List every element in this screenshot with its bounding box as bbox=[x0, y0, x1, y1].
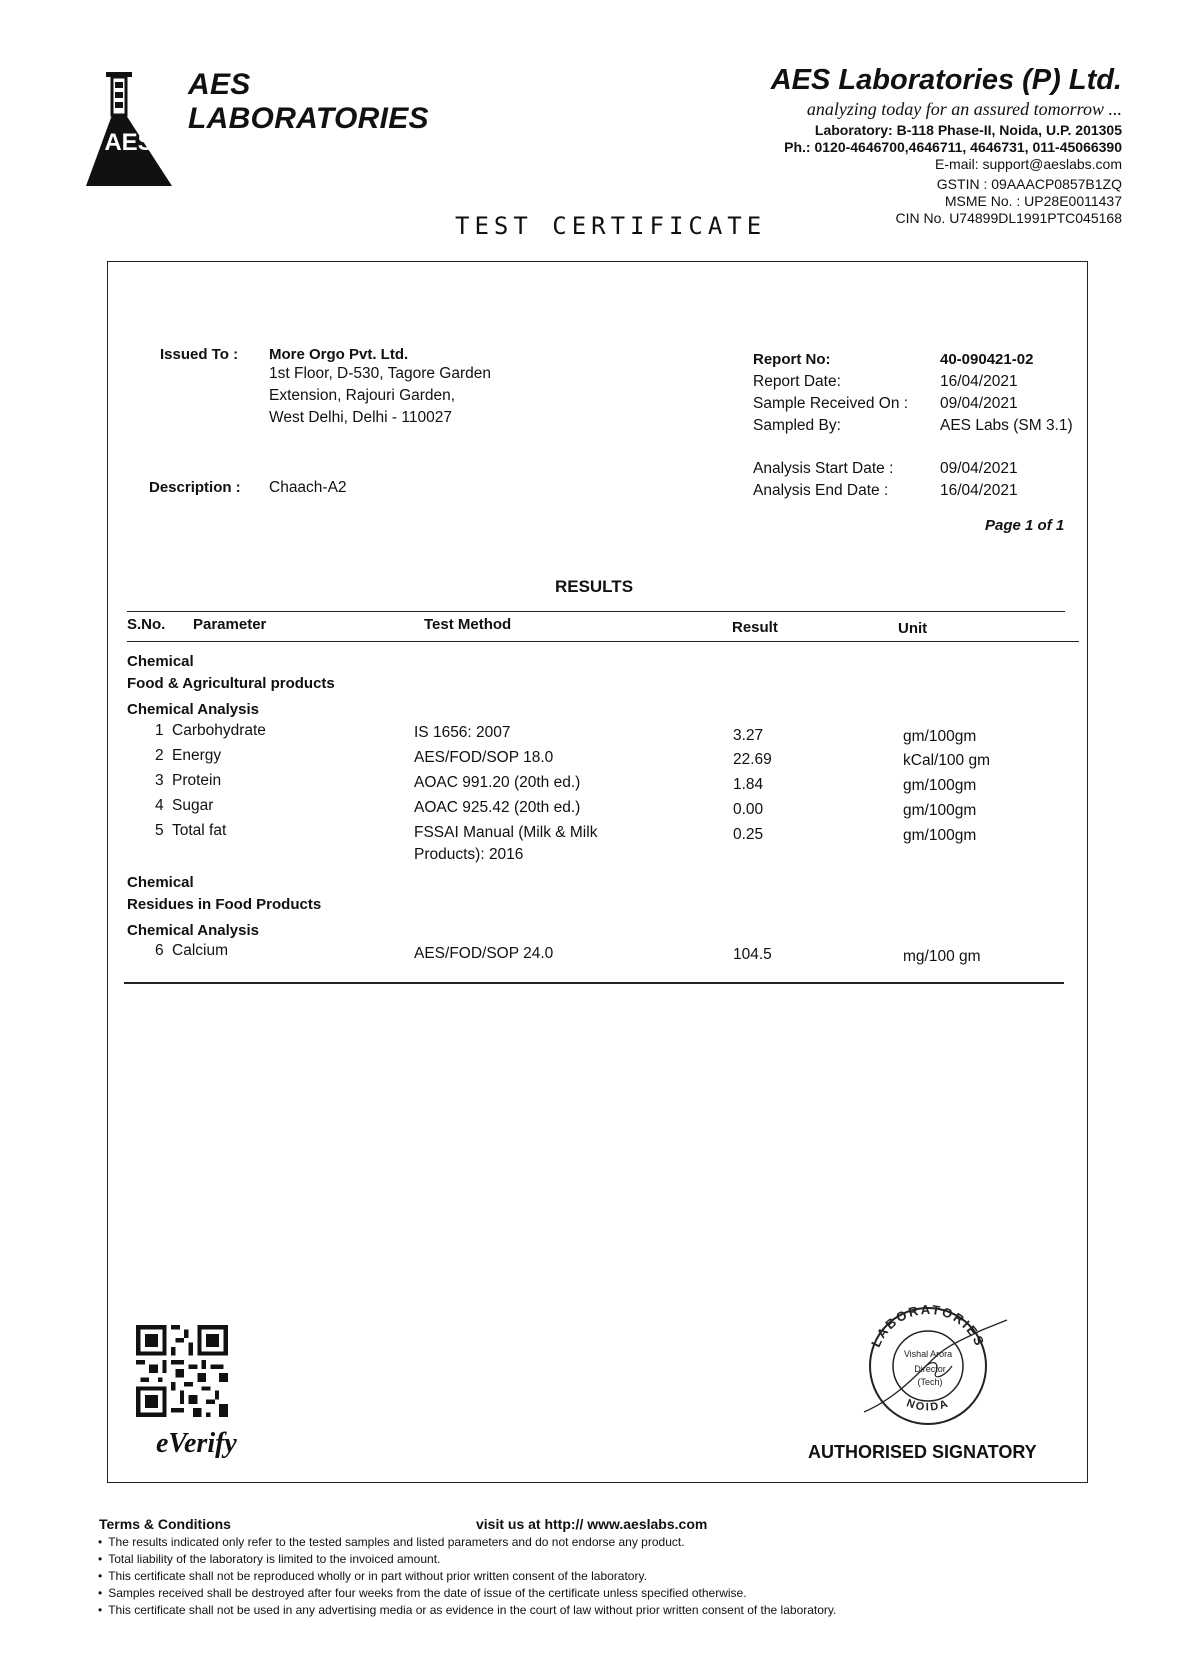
description-label: Description : bbox=[149, 479, 241, 496]
lab-email: E-mail: support@aeslabs.com bbox=[935, 156, 1122, 172]
terms-heading: Terms & Conditions bbox=[99, 1516, 231, 1532]
report-date-label: Report Date: bbox=[753, 373, 841, 390]
terms-item: • The results indicated only refer to the tested samples and listed parameters and do not endorse any product. bbox=[98, 1534, 836, 1551]
table-row-method: AES/FOD/SOP 18.0 bbox=[414, 749, 554, 766]
issued-to-block bbox=[269, 346, 491, 429]
results-title: RESULTS bbox=[554, 577, 634, 596]
group-heading: Residues in Food Products bbox=[127, 896, 322, 913]
sample-received-label: Sample Received On : bbox=[753, 395, 909, 412]
analysis-end-label: Analysis End Date : bbox=[753, 482, 889, 499]
group-subheading: Chemical Analysis bbox=[127, 922, 260, 939]
company-name: AES Laboratories (P) Ltd. bbox=[770, 64, 1122, 96]
terms-item: • Samples received shall be destroyed after four weeks from the date of issue of the certificate unless specified otherwise. bbox=[98, 1585, 836, 1602]
svg-text:Director: Director bbox=[914, 1364, 946, 1374]
table-row-method: AOAC 925.42 (20th ed.) bbox=[414, 799, 581, 816]
group-subheading: Chemical Analysis bbox=[127, 701, 260, 718]
address-line: Extension, Rajouri Garden, bbox=[269, 387, 456, 404]
table-row-method: FSSAI Manual (Milk & Milk bbox=[414, 824, 598, 841]
lab-phone: Ph.: 0120-4646700,4646711, 4646731, 011-45066390 bbox=[784, 139, 1122, 155]
sampled-by-label: Sampled By: bbox=[753, 417, 841, 434]
table-row-unit: gm/100gm bbox=[903, 777, 977, 794]
table-row-method: IS 1656: 2007 bbox=[414, 724, 511, 741]
col-unit: Unit bbox=[898, 620, 928, 637]
table-row-result: 1.84 bbox=[733, 776, 764, 793]
authorised-signatory: AUTHORISED SIGNATORY bbox=[808, 1442, 1037, 1462]
table-row-sno: 4 bbox=[155, 797, 164, 814]
table-row-sno: 6 bbox=[155, 942, 164, 959]
col-sno: S.No. bbox=[127, 616, 166, 633]
everify-logo: eVerify bbox=[156, 1428, 237, 1459]
table-row-result: 0.00 bbox=[733, 801, 764, 818]
svg-text:AES: AES bbox=[104, 129, 154, 156]
company-header bbox=[771, 62, 1122, 227]
analysis-start-date: 09/04/2021 bbox=[940, 460, 1018, 477]
table-row-parameter: Carbohydrate bbox=[172, 722, 266, 739]
table-row-result: 3.27 bbox=[733, 727, 764, 744]
analysis-end-date: 16/04/2021 bbox=[940, 482, 1018, 499]
aes-flask-logo bbox=[84, 70, 174, 188]
analysis-start-label: Analysis Start Date : bbox=[753, 460, 894, 477]
svg-text:Vishal Arora: Vishal Arora bbox=[903, 1349, 953, 1359]
col-parameter: Parameter bbox=[193, 616, 267, 633]
table-row-unit: mg/100 gm bbox=[903, 948, 981, 965]
report-values bbox=[940, 348, 1073, 502]
sample-received-date: 09/04/2021 bbox=[940, 395, 1018, 412]
issued-to-label: Issued To : bbox=[160, 346, 239, 363]
lab-address: Laboratory: B-118 Phase-II, Noida, U.P. 201305 bbox=[814, 122, 1122, 138]
lab-brand-name bbox=[188, 68, 429, 136]
table-row-result: 104.5 bbox=[733, 946, 772, 963]
msme-number: MSME No. : UP28E0011437 bbox=[944, 193, 1122, 209]
terms-item: • This certificate shall not be reproduced wholly or in part without prior written consent of the laboratory. bbox=[98, 1568, 836, 1585]
table-row-sno: 1 bbox=[155, 722, 164, 739]
svg-text:(Tech): (Tech) bbox=[917, 1377, 943, 1387]
col-result: Result bbox=[732, 619, 778, 636]
description-value: Chaach-A2 bbox=[269, 479, 347, 496]
table-row-parameter: Total fat bbox=[172, 822, 227, 839]
table-row-sno: 2 bbox=[155, 747, 164, 764]
table-row-result: 0.25 bbox=[733, 826, 764, 843]
table-row-parameter: Energy bbox=[172, 747, 222, 764]
col-test-method: Test Method bbox=[424, 616, 512, 633]
report-no-label: Report No: bbox=[753, 351, 831, 368]
certificate-title: TEST CERTIFICATE bbox=[455, 212, 767, 240]
table-row-unit: gm/100gm bbox=[903, 802, 977, 819]
issued-to-name: More Orgo Pvt. Ltd. bbox=[269, 346, 409, 363]
terms-list bbox=[98, 1534, 836, 1619]
report-labels bbox=[753, 348, 908, 502]
table-row-result: 22.69 bbox=[733, 751, 772, 768]
group-heading: Chemical bbox=[127, 874, 194, 891]
table-row-unit: gm/100gm bbox=[903, 827, 977, 844]
table-row-unit: gm/100gm bbox=[903, 728, 977, 745]
table-row-method: AES/FOD/SOP 24.0 bbox=[414, 945, 554, 962]
table-row-parameter: Sugar bbox=[172, 797, 214, 814]
company-tagline: analyzing today for an assured tomorrow ... bbox=[806, 99, 1122, 119]
divider bbox=[127, 641, 1079, 642]
table-row-method: AOAC 991.20 (20th ed.) bbox=[414, 774, 581, 791]
brand-line-2: LABORATORIES bbox=[188, 102, 429, 135]
divider bbox=[127, 611, 1065, 612]
cin-number: CIN No. U74899DL1991PTC045168 bbox=[895, 210, 1122, 226]
table-row-method-cont: Products): 2016 bbox=[414, 846, 524, 863]
page-number: Page 1 of 1 bbox=[985, 517, 1065, 534]
gstin: GSTIN : 09AAACP0857B1ZQ bbox=[936, 176, 1122, 192]
group-heading: Chemical bbox=[127, 653, 194, 670]
divider bbox=[124, 982, 1064, 984]
group-heading: Food & Agricultural products bbox=[127, 675, 335, 692]
report-date: 16/04/2021 bbox=[940, 373, 1018, 390]
svg-text:LABORATORIES: LABORATORIES bbox=[868, 1301, 988, 1350]
lab-seal-stamp bbox=[852, 1300, 1022, 1430]
brand-line-1: AES bbox=[188, 68, 251, 101]
svg-text:NOIDA: NOIDA bbox=[904, 1397, 952, 1414]
sampled-by: AES Labs (SM 3.1) bbox=[940, 417, 1073, 434]
report-no: 40-090421-02 bbox=[940, 351, 1034, 368]
table-row-parameter: Protein bbox=[172, 772, 222, 789]
terms-item: • Total liability of the laboratory is limited to the invoiced amount. bbox=[98, 1551, 836, 1568]
terms-item: • This certificate shall not be used in any advertising media or as evidence in the court of law without prior written consent of the laboratory. bbox=[98, 1602, 836, 1619]
table-row-unit: kCal/100 gm bbox=[903, 752, 991, 769]
table-row-sno: 3 bbox=[155, 772, 164, 789]
table-row-parameter: Calcium bbox=[172, 942, 228, 959]
qr-code bbox=[133, 1325, 231, 1417]
address-line: West Delhi, Delhi - 110027 bbox=[269, 409, 452, 426]
address-line: 1st Floor, D-530, Tagore Garden bbox=[269, 365, 492, 382]
table-row-sno: 5 bbox=[155, 822, 164, 839]
website-link[interactable]: visit us at http:// www.aeslabs.com bbox=[476, 1516, 708, 1532]
